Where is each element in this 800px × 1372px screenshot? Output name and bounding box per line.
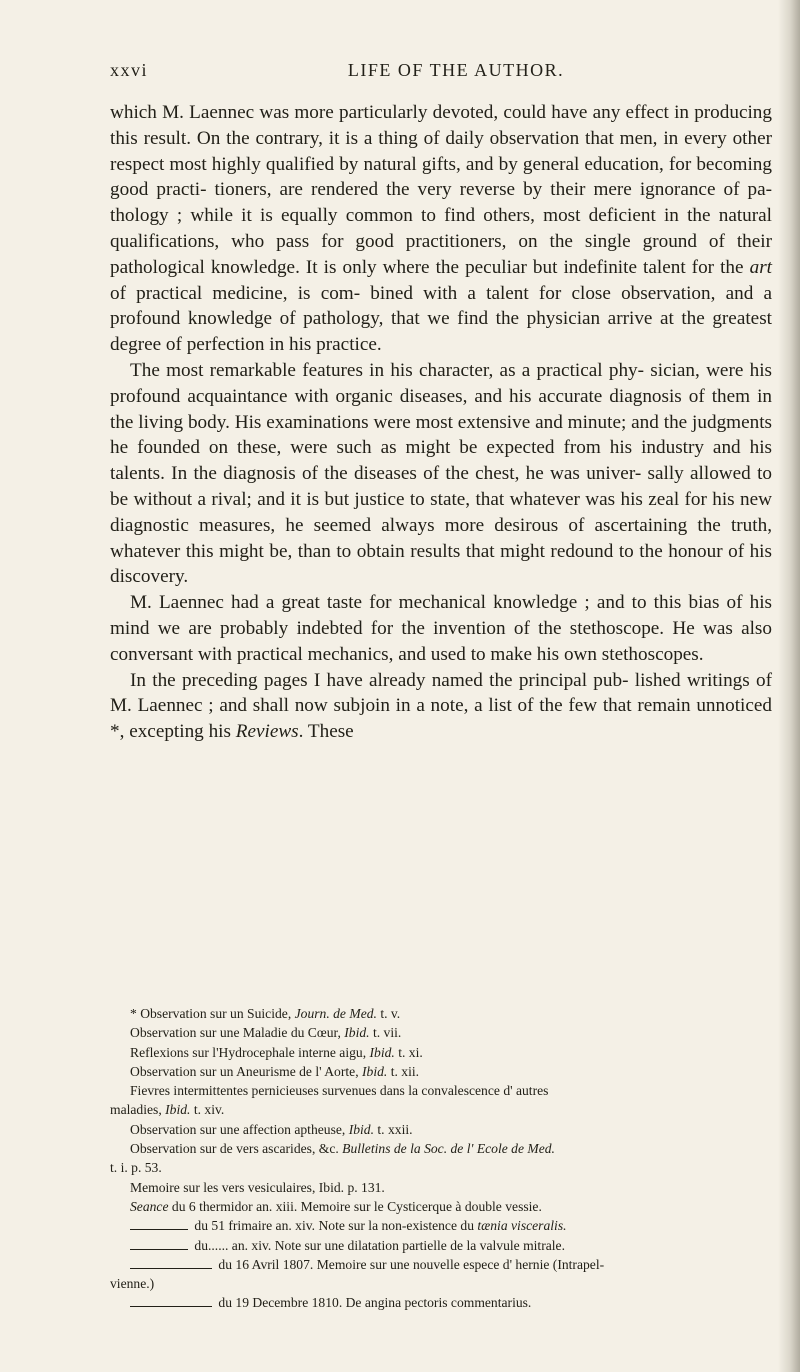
ditto-rule — [130, 1296, 212, 1307]
footnote-text: * Observation sur un Suicide, — [130, 1006, 295, 1021]
italic-text: Ibid. — [344, 1025, 370, 1041]
paragraph-1 — [110, 100, 772, 358]
footnote-line — [110, 1081, 772, 1100]
footnote-text: t. v. — [376, 1006, 401, 1021]
footnote-text: du 19 Decembre 1810. De angina pectoris commentarius. — [215, 1295, 532, 1311]
paragraph-text: In the preceding pages I have already named the principal pub- lished writings of M. Laennec ; and shall now subjoin in a note, a list of the few that remain unnoticed *, excepting his — [110, 669, 772, 743]
footnote-text: vienne.) — [110, 1276, 155, 1292]
italic-text: art — [749, 256, 772, 278]
footnote-line — [110, 1197, 772, 1216]
footnote-line — [110, 1255, 772, 1274]
footnote-list — [110, 1004, 772, 1313]
footnote-text: du 51 frimaire an. xiv. Note sur la non-existence du — [191, 1218, 478, 1234]
running-title: LIFE OF THE AUTHOR. — [347, 60, 565, 80]
italic-text: Reviews — [235, 721, 299, 743]
footnote-text: t. i. p. 53. — [110, 1160, 162, 1176]
page-edge-shadow — [778, 0, 800, 1372]
footnote-text: t. xi. — [394, 1044, 423, 1060]
footnote-line — [110, 1293, 772, 1312]
ditto-rule — [130, 1219, 188, 1230]
footnote-text: t. xxii. — [374, 1121, 413, 1137]
ditto-rule — [130, 1239, 188, 1250]
footnote-text: Fievres intermittentes pernicieuses survenues dans la convalescence d' autres — [130, 1083, 549, 1099]
italic-text: Ibid. — [369, 1044, 395, 1060]
italic-text: Bulletins de la Soc. de l' Ecole de Med. — [342, 1141, 555, 1157]
paragraph-text: which M. Laennec was more particularly devoted, could have any effect in producing this result. On the contrary, it is a thing of daily observation that men, in every other respect most highly qualified by natural gifts, and by general education, for becoming good practi- tioners, are rendered the very reverse by their mere ignorance of pa- thology ; while it is equally common to find others, most deficient in the natural qualifications, who pass for good practitioners, on the single ground of their pathological knowledge. It is only where the peculiar but indefinite talent for the — [110, 102, 772, 278]
footnote-line — [110, 1178, 772, 1197]
footnote-line — [110, 1120, 772, 1139]
footnote-line — [110, 1216, 772, 1235]
footnote-text: du 6 thermidor an. xiii. Memoire sur le Cysticerque à double vessie. — [168, 1198, 542, 1214]
footnote-text: Memoire sur les vers vesiculaires, Ibid. p. 131. — [130, 1179, 385, 1195]
footnote-line — [110, 1100, 772, 1119]
footnote-line — [110, 1274, 772, 1293]
body-text — [110, 100, 772, 745]
italic-text: Journ. de Med. — [294, 1006, 377, 1021]
footnote-text: Observation sur une affection aptheuse, — [130, 1121, 349, 1137]
footnote-text: Observation sur de vers ascarides, &c. — [130, 1141, 343, 1157]
footnote-line — [110, 1236, 772, 1255]
footnote-text: t. xii. — [387, 1063, 420, 1079]
ditto-rule — [130, 1258, 212, 1269]
footnote-line — [110, 1004, 772, 1023]
footnote-text: du 16 Avril 1807. Memoire sur une nouvelle espece d' hernie (Intrapel- — [215, 1256, 605, 1272]
footnote-text: Observation sur une Maladie du Cœur, — [130, 1025, 345, 1041]
footnote-line — [110, 1023, 772, 1042]
footnote-text: Reflexions sur l'Hydrocephale interne aigu, — [130, 1044, 370, 1060]
italic-text: Ibid. — [165, 1102, 191, 1118]
footnote-line — [110, 1043, 772, 1062]
footnote-text: du...... an. xiv. Note sur une dilatation partielle de la valvule mitrale. — [191, 1237, 565, 1253]
paragraph-text: M. Laennec had a great taste for mechanical knowledge ; and to this bias of his mind we are probably indebted for the invention of the stethoscope. He was also conversant with practical mechanics, and used to make his own stethoscopes. — [110, 592, 772, 665]
footnote-text: t. xiv. — [190, 1102, 225, 1118]
paragraph-text: of practical medicine, is com- bined with a talent for close observation, and a profound knowledge of pathology, that we find the physician arrive at the greatest degree of perfection in his practice. — [110, 282, 772, 356]
paragraph-2 — [110, 358, 772, 590]
page-header — [110, 60, 772, 84]
footnote-text: maladies, — [110, 1102, 166, 1118]
italic-text: Ibid. — [362, 1063, 388, 1079]
footnote-text: t. vii. — [369, 1025, 402, 1041]
paragraph-4 — [110, 668, 772, 745]
italic-text: tænia visceralis. — [477, 1218, 567, 1234]
italic-text: Ibid. — [348, 1121, 374, 1137]
footnote-line — [110, 1062, 772, 1081]
footnote-text: Observation sur un Aneurisme de l' Aorte, — [130, 1063, 362, 1079]
footnote-line — [110, 1158, 772, 1177]
page-number: xxvi — [110, 60, 149, 80]
paragraph-text: The most remarkable features in his character, as a practical phy- sician, were his profound acquaintance with organic diseases, and his accurate diagnosis of them in the living body. His examinations were most extensive and minute; and the judgments he founded on these, were such as might be expected from his industry and his talents. In the diagnosis of the diseases of the chest, he was univer- sally allowed to be without a rival; and it is but justice to state, that whatever was his zeal for his new diagnostic measures, he seemed always more desirous of ascertaining the truth, whatever this might be, than to obtain results that might redound to the honour of his discovery. — [110, 359, 772, 588]
paragraph-text: . These — [298, 721, 354, 743]
italic-text: Seance — [130, 1198, 169, 1214]
paragraph-3 — [110, 590, 772, 667]
footnote-line — [110, 1139, 772, 1158]
